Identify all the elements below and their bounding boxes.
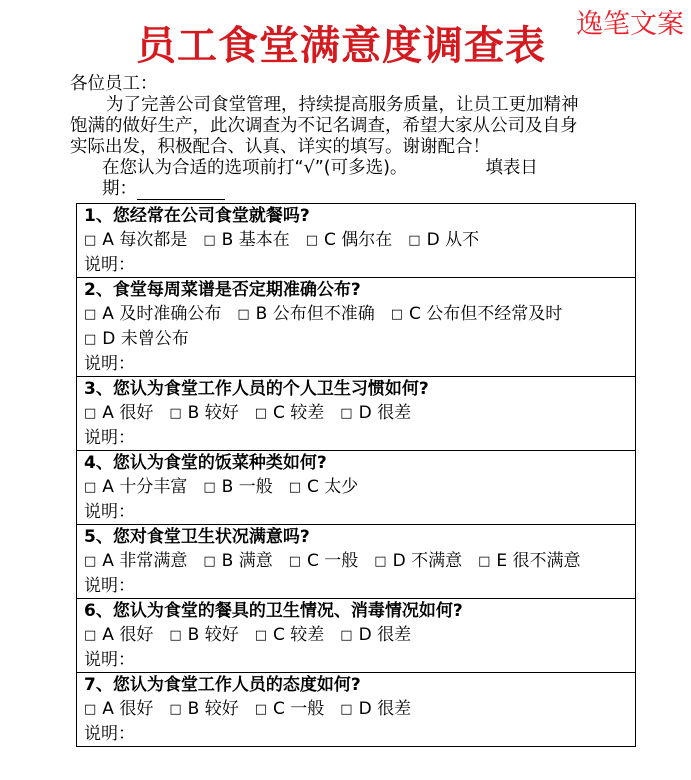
checkbox-icon: □ xyxy=(84,480,97,495)
option-checkbox[interactable] xyxy=(289,549,359,574)
option-checkbox[interactable] xyxy=(478,549,580,574)
survey-table xyxy=(76,203,636,747)
question-title: 7、您认为食堂工作人员的态度如何? xyxy=(84,675,361,695)
option-label: A 非常满意 xyxy=(102,551,188,571)
option-label: A 很好 xyxy=(102,625,154,645)
option-label: C 偶尔在 xyxy=(324,230,393,250)
option-checkbox[interactable] xyxy=(84,302,221,327)
option-label: D 很差 xyxy=(358,699,412,719)
option-checkbox[interactable] xyxy=(84,228,187,253)
date-line xyxy=(70,179,630,200)
option-checkbox[interactable] xyxy=(203,549,272,574)
checkbox-icon: □ xyxy=(84,307,97,322)
date-field[interactable] xyxy=(137,183,225,200)
question-block xyxy=(77,377,635,451)
option-label: D 不满意 xyxy=(392,551,463,571)
checkbox-icon: □ xyxy=(203,554,216,569)
option-checkbox[interactable] xyxy=(255,401,325,426)
checkbox-icon: □ xyxy=(390,307,404,322)
checkbox-icon: □ xyxy=(254,628,268,643)
option-label: D 很差 xyxy=(358,625,412,645)
option-group xyxy=(84,302,635,352)
option-checkbox[interactable] xyxy=(169,697,238,722)
instruction: 在您认为合适的选项前打“√”(可多选)。 xyxy=(102,158,408,178)
date-label-end: 期： xyxy=(102,179,137,199)
option-label: A 及时准确公布 xyxy=(102,304,222,324)
checkbox-icon: □ xyxy=(288,554,302,569)
option-checkbox[interactable] xyxy=(84,475,187,500)
option-checkbox[interactable] xyxy=(255,623,325,648)
checkbox-icon: □ xyxy=(254,406,268,421)
option-label: A 十分丰富 xyxy=(102,477,188,497)
checkbox-icon: □ xyxy=(237,307,250,322)
question-block xyxy=(77,451,635,525)
checkbox-icon: □ xyxy=(340,702,353,717)
checkbox-icon: □ xyxy=(84,406,97,421)
option-label: C 较差 xyxy=(273,625,325,645)
option-checkbox[interactable] xyxy=(203,228,289,253)
question-title: 3、您认为食堂工作人员的个人卫生习惯如何? xyxy=(84,379,429,399)
option-group xyxy=(84,623,635,648)
question-block xyxy=(77,204,635,278)
checkbox-icon: □ xyxy=(203,233,216,248)
question-block xyxy=(77,599,635,673)
checkbox-icon: □ xyxy=(169,406,182,421)
option-label: B 满意 xyxy=(221,551,273,571)
option-label: B 公布但不准确 xyxy=(255,304,375,324)
option-group xyxy=(84,697,635,722)
option-label: C 太少 xyxy=(307,477,359,497)
option-label: C 公布但不经常及时 xyxy=(409,304,563,324)
option-checkbox[interactable] xyxy=(255,697,325,722)
checkbox-icon: □ xyxy=(169,702,182,717)
question-title: 4、您认为食堂的饭菜种类如何? xyxy=(84,453,327,473)
option-label: B 较好 xyxy=(187,699,239,719)
note-field[interactable]: 说明： xyxy=(84,354,135,374)
option-checkbox[interactable] xyxy=(306,228,393,253)
option-group xyxy=(84,228,635,253)
option-label: D 很差 xyxy=(358,403,412,423)
option-checkbox[interactable] xyxy=(169,623,238,648)
option-label: A 很好 xyxy=(102,403,154,423)
option-checkbox[interactable] xyxy=(84,549,187,574)
option-checkbox[interactable] xyxy=(408,228,479,253)
option-label: B 较好 xyxy=(187,403,239,423)
option-checkbox[interactable] xyxy=(84,697,153,722)
question-title: 1、您经常在公司食堂就餐吗? xyxy=(84,206,310,226)
checkbox-icon: □ xyxy=(84,628,97,643)
option-label: C 一般 xyxy=(273,699,325,719)
option-label: B 较好 xyxy=(187,625,239,645)
checkbox-icon: □ xyxy=(84,233,97,248)
option-checkbox[interactable] xyxy=(84,623,153,648)
checkbox-icon: □ xyxy=(169,628,182,643)
checkbox-icon: □ xyxy=(254,702,268,717)
note-field[interactable]: 说明： xyxy=(84,650,135,670)
checkbox-icon: □ xyxy=(374,554,387,569)
checkbox-icon: □ xyxy=(288,480,302,495)
watermark: 逸笔文案 xyxy=(576,9,684,40)
checkbox-icon: □ xyxy=(84,702,97,717)
instruction-line xyxy=(70,158,630,179)
option-checkbox[interactable] xyxy=(374,549,462,574)
intro xyxy=(70,74,630,200)
option-checkbox[interactable] xyxy=(340,401,411,426)
option-checkbox[interactable] xyxy=(169,401,238,426)
note-field[interactable]: 说明： xyxy=(84,502,135,522)
option-checkbox[interactable] xyxy=(289,475,359,500)
note-field[interactable]: 说明： xyxy=(84,255,135,275)
option-checkbox[interactable] xyxy=(340,697,411,722)
checkbox-icon: □ xyxy=(203,480,216,495)
checkbox-icon: □ xyxy=(408,233,421,248)
option-checkbox[interactable] xyxy=(203,475,272,500)
option-label: D 从不 xyxy=(426,230,480,250)
checkbox-icon: □ xyxy=(305,233,319,248)
option-label: E 很不满意 xyxy=(496,551,581,571)
option-checkbox[interactable] xyxy=(237,302,374,327)
page-title: 员工食堂满意度调查表 xyxy=(136,23,546,69)
option-group xyxy=(84,401,635,426)
question-block xyxy=(77,673,635,747)
intro-line: 饱满的做好生产，此次调查为不记名调查，希望大家从公司及自身 xyxy=(70,116,578,136)
option-label: B 基本在 xyxy=(221,230,290,250)
option-label: B 一般 xyxy=(221,477,273,497)
question-title: 2、食堂每周菜谱是否定期准确公布? xyxy=(84,280,361,300)
question-block xyxy=(77,525,635,599)
option-group xyxy=(84,549,635,574)
option-checkbox[interactable] xyxy=(391,302,563,327)
option-checkbox[interactable] xyxy=(84,401,153,426)
note-field[interactable]: 说明： xyxy=(84,724,135,744)
checkbox-icon: □ xyxy=(340,406,353,421)
checkbox-icon: □ xyxy=(478,554,491,569)
note-field[interactable]: 说明： xyxy=(84,576,135,596)
option-checkbox[interactable] xyxy=(84,327,189,352)
greeting: 各位员工： xyxy=(70,74,158,94)
intro-line: 为了完善公司食堂管理，持续提高服务质量，让员工更加精神 xyxy=(106,95,579,115)
option-group xyxy=(84,475,635,500)
checkbox-icon: □ xyxy=(340,628,353,643)
option-label: D 未曾公布 xyxy=(102,329,189,349)
option-checkbox[interactable] xyxy=(340,623,411,648)
option-label: C 较差 xyxy=(273,403,325,423)
checkbox-icon: □ xyxy=(84,332,97,347)
date-label: 填表日 xyxy=(485,158,538,178)
intro-line: 实际出发，积极配合、认真、详实的填写。谢谢配合！ xyxy=(70,137,490,157)
question-title: 5、您对食堂卫生状况满意吗? xyxy=(84,527,310,547)
option-label: A 每次都是 xyxy=(102,230,188,250)
question-title: 6、您认为食堂的餐具的卫生情况、消毒情况如何? xyxy=(84,601,463,621)
checkbox-icon: □ xyxy=(84,554,97,569)
question-block xyxy=(77,278,635,377)
option-label: A 很好 xyxy=(102,699,154,719)
note-field[interactable]: 说明： xyxy=(84,428,135,448)
option-label: C 一般 xyxy=(307,551,359,571)
